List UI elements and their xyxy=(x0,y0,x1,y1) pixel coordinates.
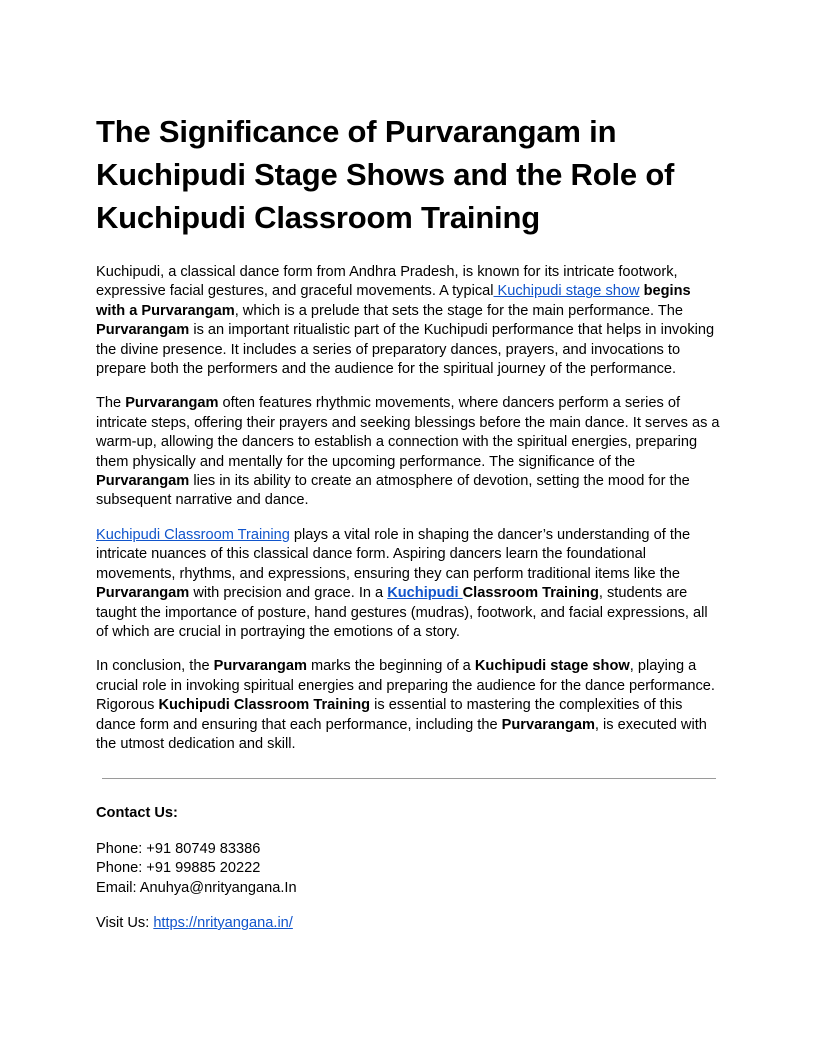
horizontal-divider xyxy=(102,778,716,779)
bold-span: Purvarangam xyxy=(96,473,190,490)
bold-span: begins with a Purvarangam xyxy=(96,283,691,319)
kuchipudi-link[interactable]: Kuchipudi xyxy=(387,585,463,602)
text-span: often features rhythmic movements, where dancers perform a series of intricate steps, offering their prayers and seeking blessings before the main dance. It serves as a warm-up, allowing the dancers to establish a connection with the spiritual energies, preparing them physically and mentally for the upcoming performance. The significance of the xyxy=(96,395,720,470)
text-span: , students are taught the importance of posture, hand gestures (mudras), footwork, and facial expressions, all of which are crucial in portraying the emotions of a story. xyxy=(96,585,708,640)
bold-span: Kuchipudi stage show xyxy=(474,658,630,675)
text-span: is essential to mastering the complexities of this dance form and ensuring that each performance, including the xyxy=(96,697,683,733)
contact-heading-text: Contact Us: xyxy=(96,805,178,822)
contact-phone-1: Phone: +91 80749 83386 xyxy=(96,840,261,857)
text-span: plays a vital role in shaping the dancer’s understanding of the intricate nuances of this classical dance form. Aspiring dancers learn the foundational movements, rhythms, and expressions, ensuring they can perform traditional items like the xyxy=(96,526,691,582)
text-span: is an important ritualistic part of the Kuchipudi performance that helps in invoking the divine presence. It includes a series of preparatory dances, prayers, and invocations to prepare both the performers and the audience for the spiritual journey of the performance. xyxy=(96,322,715,378)
bold-span: Purvarangam xyxy=(501,716,595,733)
bold-span: Purvarangam xyxy=(213,658,307,675)
website-link[interactable]: https://nrityangana.in/ xyxy=(153,914,293,931)
text-span: lies in its ability to create an atmosphere of devotion, setting the mood for the subsequent narrative and dance. xyxy=(96,473,690,509)
text-span: marks the beginning of a xyxy=(306,658,475,675)
paragraph-conclusion xyxy=(96,657,720,754)
kuchipudi-classroom-training-link[interactable]: Kuchipudi Classroom Training xyxy=(96,526,290,543)
bold-span: Purvarangam xyxy=(96,585,190,602)
visit-us-label: Visit Us: xyxy=(96,914,154,931)
bold-span: Purvarangam xyxy=(96,322,190,339)
visit-us-line xyxy=(96,914,720,933)
bold-span: Classroom Training xyxy=(462,585,599,602)
contact-details xyxy=(96,840,720,898)
document-title: The Significance of Purvarangam in Kuchipudi Stage Shows and the Role of Kuchipudi Classroom Training xyxy=(96,114,675,235)
bold-span: Kuchipudi Classroom Training xyxy=(158,697,371,714)
document-page xyxy=(96,110,720,948)
contact-email: Email: Anuhya@nrityangana.In xyxy=(96,879,297,896)
paragraph-intro xyxy=(96,263,720,379)
contact-phone-2: Phone: +91 99885 20222 xyxy=(96,860,261,877)
text-span: with precision and grace. In a xyxy=(189,585,388,602)
text-span: , is executed with the utmost dedication and skill. xyxy=(96,716,707,752)
text-span: The xyxy=(96,395,126,412)
text-span: In conclusion, the xyxy=(96,658,214,675)
text-span: Kuchipudi, a classical dance form from Andhra Pradesh, is known for its intricate footwork, expressive facial gestures, and graceful movements. A typical xyxy=(96,264,678,300)
text-span: , playing a crucial role in invoking spiritual energies and preparing the audience for the dance performance. Rigorous xyxy=(96,658,715,714)
contact-heading xyxy=(96,804,720,823)
text-span: , which is a prelude that sets the stage for the main performance. The xyxy=(234,302,684,319)
paragraph-classroom-training xyxy=(96,526,720,642)
kuchipudi-stage-show-link[interactable]: Kuchipudi stage show xyxy=(493,283,640,300)
bold-span: Purvarangam xyxy=(125,395,219,412)
paragraph-purvarangam xyxy=(96,394,720,510)
